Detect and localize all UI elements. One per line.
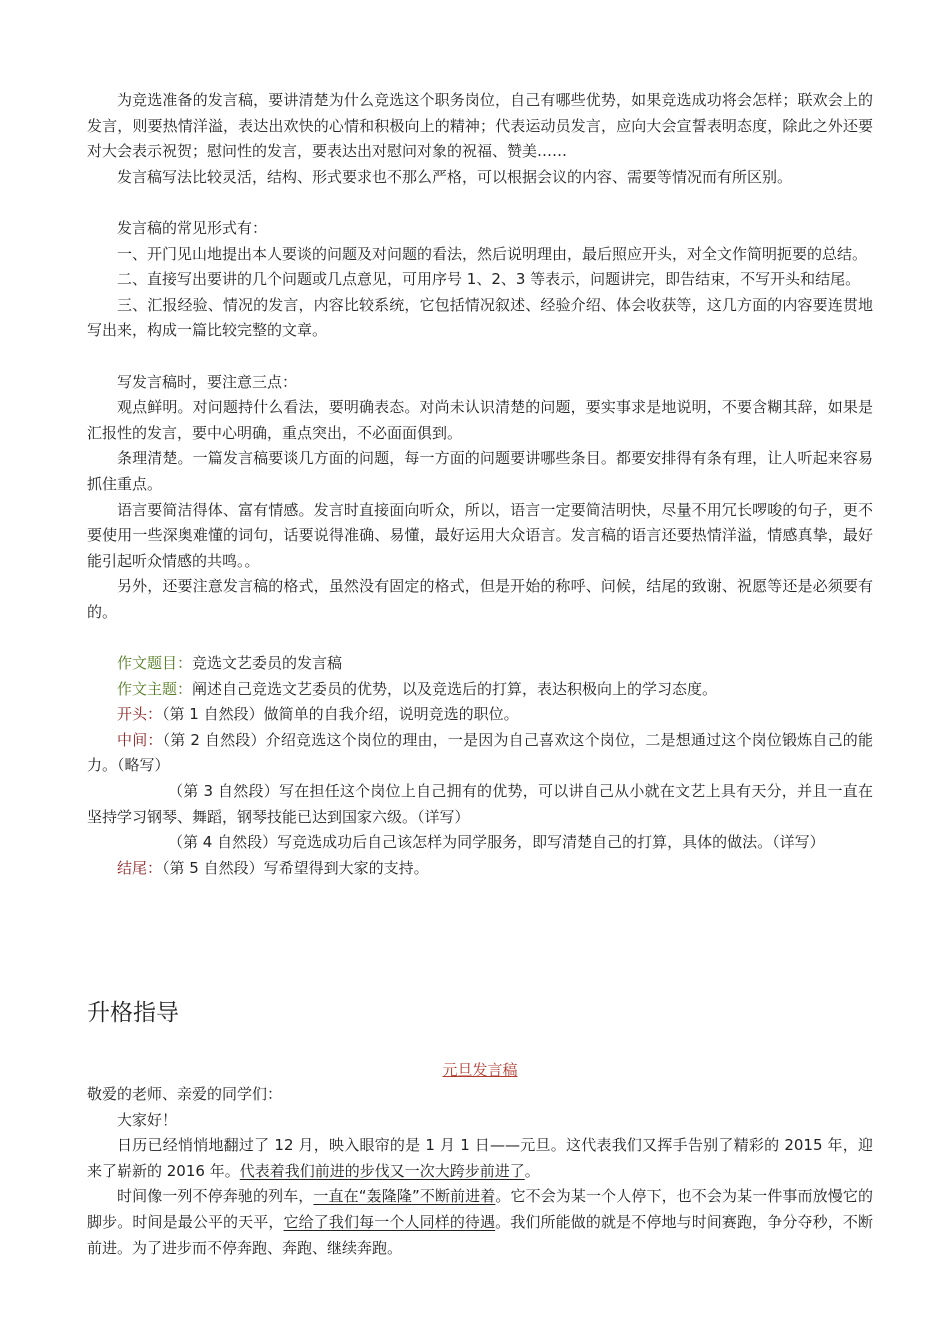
notes-item-2: 条理清楚。一篇发言稿要谈几方面的问题，每一方面的问题要讲哪些条目。都要安排得有条有理，让人听起来容易抓住重点。: [87, 449, 873, 493]
essay-p2-text-c: 。我们所能做的就是不停地与时间赛跑，争分夺秒，不断前进。为了进步而不停奔跑、奔跑、继续奔跑。: [87, 1212, 873, 1257]
outline-theme-text: 阐述自己竞选文艺委员的优势，以及竞选后的打算，表达积极向上的学习态度。: [192, 679, 718, 698]
forms-item-2: 二、直接写出要讲的几个问题或几点意见，可用序号 1、2、3 等表示，问题讲完，即告结束，不写开头和结尾。: [117, 270, 861, 289]
outline-theme-label: 作文主题：: [117, 679, 193, 698]
outline-start-row: [87, 702, 873, 728]
outline-end-row: [87, 856, 873, 882]
outline-end-text: （第 5 自然段）写希望得到大家的支持。: [162, 858, 429, 877]
outline-middle-paragraph-4: （第 4 自然段）写竞选成功后自己该怎样为同学服务，即写清楚自己的打算，具体的做法。（详写）: [168, 833, 825, 852]
essay-p2-underlined-1: 一直在“轰隆隆”不断前进着: [313, 1187, 496, 1206]
outline-middle-text: （第 2 自然段）介绍竞选这个岗位的理由，一是因为自己喜欢这个岗位，二是想通过这个岗位锻炼自己的能力。（略写）: [87, 730, 873, 775]
notes-item-3: 语言要简洁得体、富有情感。发言时直接面向听众，所以，语言一定要简洁明快，尽量不用冗长啰唆的句子，更不要使用一些深奥难懂的词句，话要说得准确、易懂，最好运用大众语言。发言稿的语言还要热情洋溢，情感真挚，最好能引起听众情感的共鸣。。: [87, 500, 873, 570]
outline-title-label: 作文题目：: [117, 654, 193, 673]
essay-greeting: 大家好！: [117, 1110, 178, 1129]
essay-paragraph-2: [87, 1184, 873, 1261]
outline-end-label: 结尾：: [117, 858, 163, 877]
notes-heading: 写发言稿时，要注意三点：: [117, 372, 298, 391]
essay-section: [87, 1059, 873, 1261]
outline-middle-row: [87, 728, 873, 779]
intro-section: [87, 88, 873, 881]
outline-start-label: 开头：: [117, 705, 163, 724]
essay-p1-text: 日历已经悄悄地翻过了 12 月，映入眼帘的是 1 月 1 日——元旦。这代表我们又挥手告别了精彩的 2015 年，迎来了崭新的 2016 年。: [87, 1136, 873, 1180]
outline-theme-row: [87, 677, 873, 703]
forms-item-1: 一、开门见山地提出本人要谈的问题及对问题的看法，然后说明理由，最后照应开头，对全文作简明扼要的总结。: [117, 244, 868, 263]
outline-middle-paragraph-3: （第 3 自然段）写在担任这个岗位上自己拥有的优势，可以讲自己从小就在文艺上具有天分，并且一直在坚持学习钢琴、舞蹈，钢琴技能已达到国家六级。（详写）: [87, 782, 873, 826]
essay-p1-end: 。: [524, 1161, 540, 1180]
essay-p1-underlined: 代表着我们前进的步伐又一次大跨步前进了: [239, 1161, 525, 1180]
outline-title-text: 竞选文艺委员的发言稿: [192, 654, 343, 673]
outline-title-row: [87, 651, 873, 677]
essay-p2-text-a: 时间像一列不停奔驰的列车，: [117, 1187, 314, 1206]
outline-start-text: （第 1 自然段）做简单的自我介绍，说明竞选的职位。: [162, 705, 519, 724]
guide-heading: 升格指导: [87, 1000, 179, 1026]
outline-middle-label: 中间：: [117, 730, 163, 749]
essay-paragraph-1: [87, 1133, 873, 1184]
notes-item-1: 观点鲜明。对问题持什么看法，要明确表态。对尚未认识清楚的问题，要实事求是地说明，不要含糊其辞，如果是汇报性的发言，要中心明确，重点突出，不必面面俱到。: [87, 398, 873, 442]
essay-title: 元旦发言稿: [442, 1061, 518, 1079]
notes-item-4: 另外，还要注意发言稿的格式，虽然没有固定的格式，但是开始的称呼、问候，结尾的致谢、祝愿等还是必须要有的。: [87, 577, 873, 621]
intro-paragraph-2: 发言稿写法比较灵活，结构、形式要求也不那么严格，可以根据会议的内容、需要等情况而有所区别。: [117, 167, 793, 186]
essay-p2-text-b: 。它不会为某一个人停下，也不会为某一件事而放慢它的脚步。时间是最公平的天平，: [87, 1187, 873, 1231]
intro-paragraph-1: 为竞选准备的发言稿，要讲清楚为什么竞选这个职务岗位，自己有哪些优势，如果竞选成功将会怎样；联欢会上的发言，则要热情洋溢，表达出欢快的心情和积极向上的精神；代表运动员发言，应向大会宣誓表明态度，除此之外还要对大会表示祝贺；慰问性的发言，要表达出对慰问对象的祝福、赞美……: [87, 91, 873, 161]
essay-salutation: 敬爱的老师、亲爱的同学们：: [87, 1085, 283, 1103]
essay-p2-underlined-2: 它给了我们每一个人同样的待遇: [283, 1212, 496, 1231]
forms-item-3: 三、汇报经验、情况的发言，内容比较系统，它包括情况叙述、经验介绍、体会收获等，这几方面的内容要连贯地写出来，构成一篇比较完整的文章。: [87, 295, 873, 340]
forms-heading: 发言稿的常见形式有：: [117, 218, 268, 237]
